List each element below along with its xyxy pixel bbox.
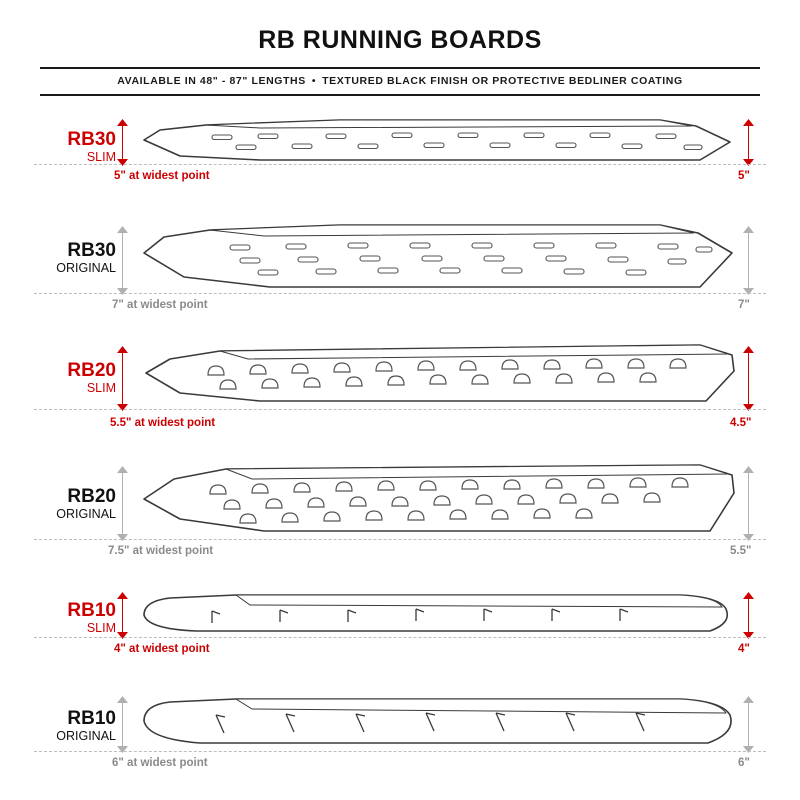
height-label-rb20-original: 5.5" (730, 545, 752, 557)
model-variant: ORIGINAL (56, 728, 116, 743)
width-label-rb20-slim: 5.5" at widest point (110, 417, 216, 429)
board-illustration-rb20-slim (140, 341, 740, 417)
baseline-rb30-original (34, 293, 766, 294)
subtitle-finish: TEXTURED BLACK FINISH OR PROTECTIVE BEDLINER COATING (322, 75, 683, 87)
height-dimension-left-rb30-original (116, 227, 129, 293)
baseline-rb30-slim (34, 164, 766, 165)
model-name: RB10 (67, 708, 116, 729)
model-name: RB10 (67, 600, 116, 621)
model-label-rb30-slim (24, 130, 116, 164)
model-variant: ORIGINAL (56, 260, 116, 275)
width-label-rb30-original: 7" at widest point (112, 299, 208, 311)
board-illustration-rb30-original (140, 219, 740, 299)
width-label-rb30-slim: 5" at widest point (114, 170, 210, 182)
height-label-rb10-original: 6" (738, 757, 750, 769)
width-label-rb20-original: 7.5" at widest point (108, 545, 214, 557)
baseline-rb20-slim (34, 409, 766, 410)
baseline-rb20-original (34, 539, 766, 540)
board-row-rb10-slim (0, 579, 800, 685)
board-row-rb20-slim (0, 333, 800, 455)
header-subtitle (0, 69, 800, 87)
model-name: RB20 (67, 360, 116, 381)
page-title: RB RUNNING BOARDS (258, 26, 542, 54)
board-illustration-rb20-original (140, 461, 740, 547)
height-label-rb30-original: 7" (738, 299, 750, 311)
height-label-rb30-slim: 5" (738, 170, 750, 182)
height-label-rb10-slim: 4" (738, 643, 750, 655)
height-dimension-left-rb10-original (116, 697, 129, 751)
board-row-rb30-original (0, 211, 800, 333)
header-rule-bottom (40, 94, 760, 96)
width-label-rb10-original: 6" at widest point (112, 757, 208, 769)
board-row-rb20-original (0, 455, 800, 579)
subtitle-separator-dot: • (311, 75, 317, 87)
height-dimension-right-rb10-slim (742, 593, 755, 637)
model-variant: SLIM (86, 149, 116, 164)
model-name: RB30 (67, 240, 116, 261)
height-dimension-left-rb20-slim (116, 347, 129, 409)
model-label-rb10-slim (24, 601, 116, 635)
board-row-rb30-slim (0, 104, 800, 211)
board-illustration-rb30-slim (140, 114, 740, 170)
subtitle-lengths: AVAILABLE IN 48" - 87" LENGTHS (117, 75, 306, 87)
model-name: RB20 (67, 486, 116, 507)
height-dimension-right-rb20-slim (742, 347, 755, 409)
model-name: RB30 (67, 129, 116, 150)
model-variant: ORIGINAL (56, 506, 116, 521)
height-dimension-right-rb10-original (742, 697, 755, 751)
height-dimension-right-rb30-slim (742, 120, 755, 164)
model-label-rb20-slim (24, 361, 116, 395)
baseline-rb10-slim (34, 637, 766, 638)
model-label-rb30-original (24, 241, 116, 275)
model-variant: SLIM (86, 620, 116, 635)
board-illustration-rb10-original (140, 693, 740, 755)
height-dimension-left-rb20-original (116, 467, 129, 539)
height-dimension-right-rb30-original (742, 227, 755, 293)
width-label-rb10-slim: 4" at widest point (114, 643, 210, 655)
height-dimension-left-rb30-slim (116, 120, 129, 164)
height-dimension-right-rb20-original (742, 467, 755, 539)
height-label-rb20-slim: 4.5" (730, 417, 752, 429)
page-header (0, 0, 800, 96)
board-rows (0, 104, 800, 795)
baseline-rb10-original (34, 751, 766, 752)
board-row-rb10-original (0, 685, 800, 795)
model-label-rb10-original (24, 709, 116, 743)
height-dimension-left-rb10-slim (116, 593, 129, 637)
model-label-rb20-original (24, 487, 116, 521)
model-variant: SLIM (86, 380, 116, 395)
